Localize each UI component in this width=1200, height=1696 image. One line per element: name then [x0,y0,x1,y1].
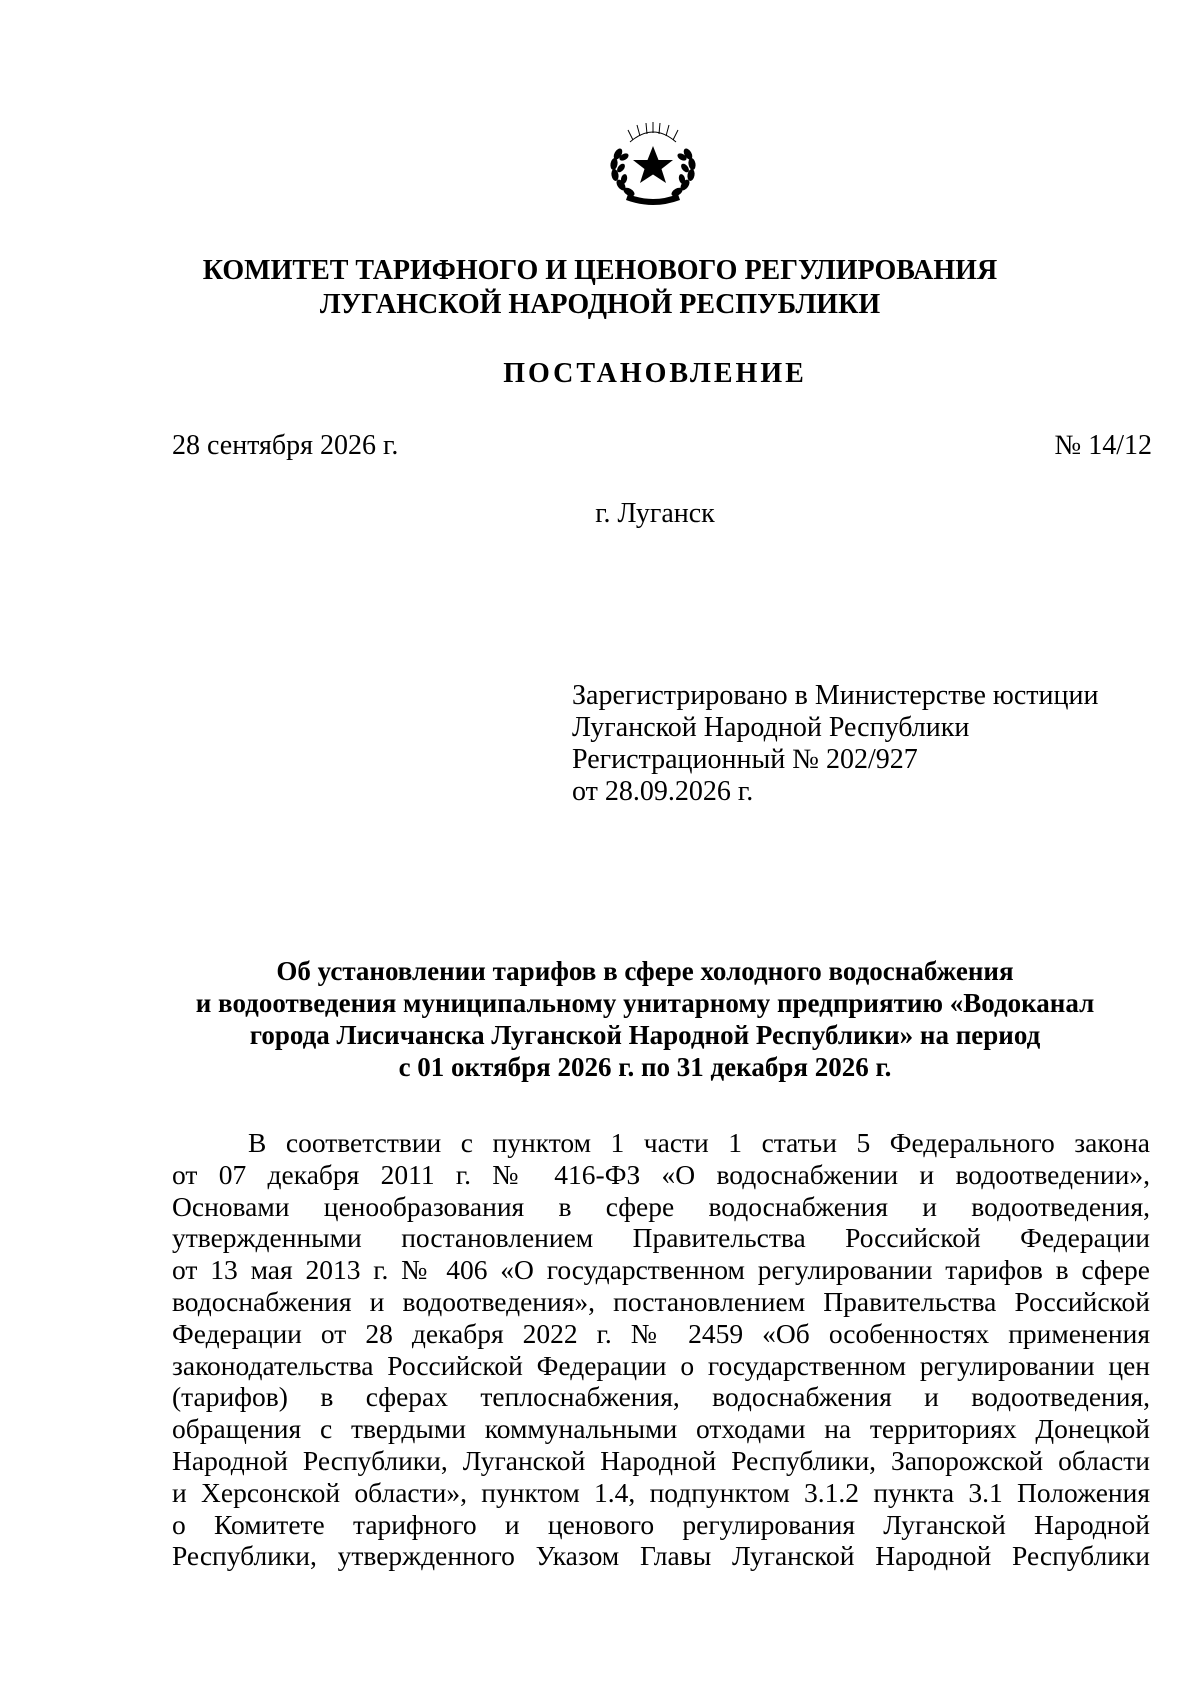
document-number: № 14/12 [1054,430,1152,461]
lpr-coat-of-arms-icon [598,112,708,212]
body-line: Основами ценообразования в сфере водоснабжения и водоотведения, [172,1190,1150,1222]
title-line: города Лисичанска Луганской Народной Республики» на период [249,1020,1041,1050]
registration-line: Луганской Народной Республики [572,712,970,743]
registration-line: Зарегистрировано в Министерстве юстиции [572,680,1099,711]
document-title [150,955,1140,1083]
body-line: и Херсонской области», пунктом 1.4, подпунктом 3.1.2 пункта 3.1 Положения [172,1476,1150,1508]
agency-name [0,254,1200,322]
title-line: Об установлении тарифов в сфере холодного водоснабжения [276,956,1014,986]
body-line: утвержденными постановлением Правительства Российской Федерации [172,1222,1150,1254]
body-line: Федерации от 28 декабря 2022 г. № 2459 «Об особенностях применения [172,1317,1150,1349]
body-line: от 07 декабря 2011 г. № 416-ФЗ «О водоснабжении и водоотведении», [172,1158,1150,1190]
registration-line: Регистрационный № 202/927 [572,744,918,775]
title-line: и водоотведения муниципальному унитарному предприятию «Водоканал [195,988,1095,1018]
registration-line: от 28.09.2026 г. [572,776,754,807]
document-date: 28 сентября 2026 г. [172,430,399,461]
body-line: обращения с твердыми коммунальными отходами на территориях Донецкой [172,1413,1150,1445]
body-line: о Комитете тарифного и ценового регулирования Луганской Народной [172,1508,1150,1540]
document-city: г. Луганск [595,498,715,529]
body-line: Республики, утвержденного Указом Главы Луганской Народной Республики [172,1540,1150,1572]
body-line: от 13 мая 2013 г. № 406 «О государственном регулировании тарифов в сфере [172,1254,1150,1286]
body-paragraph [172,1127,1150,1572]
agency-name-line1: КОМИТЕТ ТАРИФНОГО И ЦЕНОВОГО РЕГУЛИРОВАНИЯ [202,255,998,286]
agency-name-line2: ЛУГАНСКОЙ НАРОДНОЙ РЕСПУБЛИКИ [319,289,881,320]
body-line: законодательства Российской Федерации о государственном регулировании цен [172,1349,1150,1381]
body-line: В соответствии с пунктом 1 части 1 статьи 5 Федерального закона [248,1127,1150,1158]
body-line: (тарифов) в сферах теплоснабжения, водоснабжения и водоотведения, [172,1381,1150,1413]
body-line: водоснабжения и водоотведения», постановлением Правительства Российской [172,1285,1150,1317]
title-line: с 01 октября 2026 г. по 31 декабря 2026 г. [398,1052,892,1082]
body-line: Народной Республики, Луганской Народной Республики, Запорожской области [172,1444,1150,1476]
registration-block [572,680,1098,808]
document-type: ПОСТАНОВЛЕНИЕ [503,358,807,389]
